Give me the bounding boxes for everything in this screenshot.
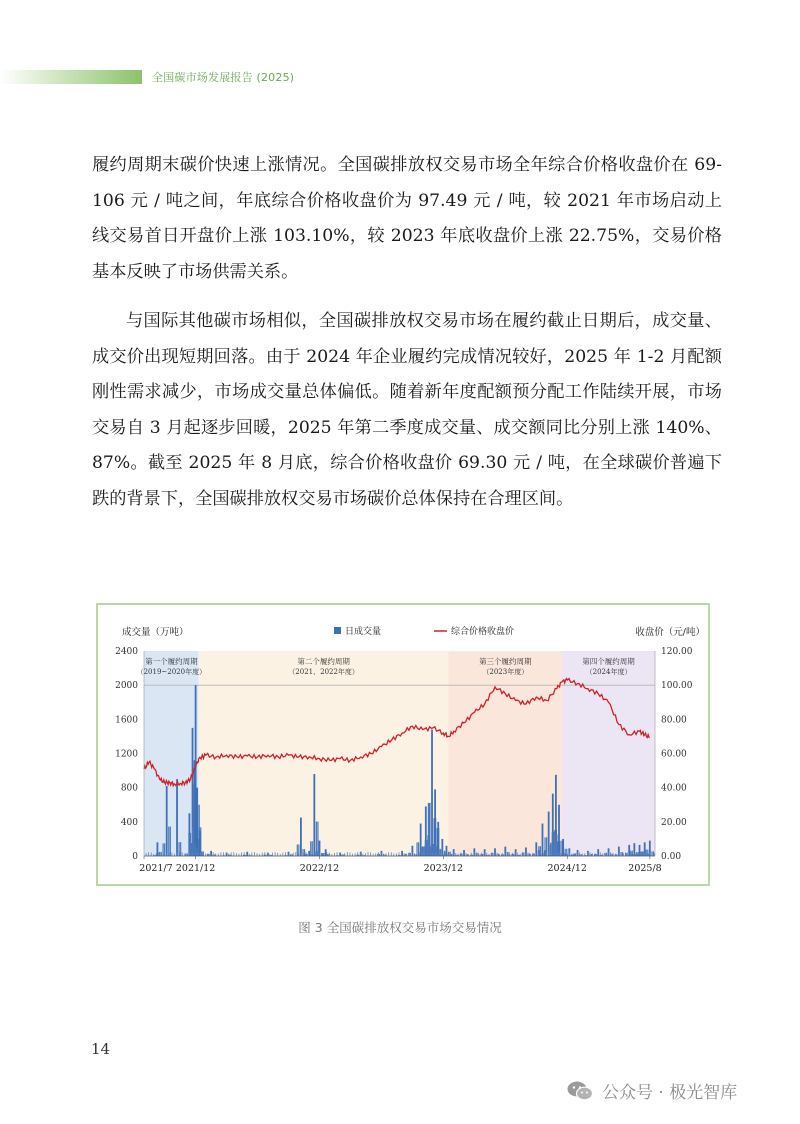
watermark	[566, 1078, 737, 1103]
volume-bar	[476, 853, 477, 856]
volume-bar	[507, 853, 508, 856]
volume-bar	[431, 844, 432, 856]
volume-bar	[162, 843, 163, 856]
period-years-4: （2024年度）	[585, 668, 632, 676]
volume-bar	[334, 853, 335, 856]
period-years-2: （2021、2022年度）	[288, 668, 359, 676]
volume-bar	[590, 852, 591, 856]
volume-bar	[360, 852, 361, 856]
volume-bar	[613, 853, 614, 856]
x-tick-label: 2021/12	[175, 863, 216, 874]
page-number: 14	[91, 1040, 111, 1058]
volume-bar	[347, 852, 348, 856]
volume-bar	[233, 852, 234, 856]
volume-bar	[564, 853, 565, 856]
volume-bar	[423, 847, 424, 856]
volume-bar	[188, 833, 189, 856]
legend-bar-swatch	[334, 627, 341, 634]
left-tick-label: 400	[120, 817, 138, 828]
volume-bar	[533, 853, 534, 856]
volume-bar	[642, 852, 643, 856]
volume-bar	[180, 842, 181, 856]
volume-bar	[432, 852, 433, 856]
volume-bar	[555, 834, 556, 856]
figure-caption: 图 3 全国碳排放权交易市场交易情况	[298, 920, 502, 935]
volume-bar	[644, 853, 645, 856]
volume-bar	[618, 852, 619, 856]
trading-chart	[98, 605, 708, 884]
left-axis-title: 成交量（万吨）	[122, 627, 189, 638]
volume-bar	[288, 853, 289, 856]
volume-bar	[429, 803, 430, 856]
volume-bar	[244, 852, 245, 856]
volume-bar	[326, 852, 327, 856]
volume-bar	[445, 853, 446, 856]
legend-line-label: 综合价格收盘价	[451, 627, 515, 637]
paragraph-1: 履约周期末碳价快速上涨情况。全国碳排放权交易市场全年综合价格收盘价在 69-106 元 / 吨之间，年底综合价格收盘价为 97.49 元 / 吨，较 2021 年市场启动上线交易首日开盘价上涨 103.10%，较 2023 年底收盘价上涨 22.75%，交易价格基本反映了市场供需关系。	[92, 155, 722, 282]
volume-bar	[295, 852, 296, 856]
volume-bar	[512, 853, 513, 856]
volume-bar	[633, 853, 634, 856]
volume-bar	[223, 852, 224, 856]
volume-bar	[424, 853, 425, 856]
volume-bar	[241, 852, 242, 856]
volume-bar	[517, 853, 518, 856]
volume-bar	[199, 830, 201, 856]
volume-bar	[375, 853, 376, 856]
volume-bar	[628, 852, 629, 856]
left-tick-label: 1200	[115, 749, 138, 760]
period-years-1: （2019~2020年度）	[136, 668, 207, 676]
volume-bar	[546, 852, 547, 856]
volume-bar	[166, 786, 168, 856]
volume-bar	[166, 853, 167, 856]
volume-bar	[504, 852, 505, 856]
period-band-2	[199, 651, 449, 856]
volume-bar	[535, 852, 536, 856]
volume-bar	[587, 852, 588, 856]
legend-bar-label: 日成交量	[345, 627, 382, 637]
volume-bar	[196, 788, 198, 856]
volume-bar	[156, 853, 157, 856]
volume-bar	[171, 852, 172, 856]
volume-bar	[566, 852, 567, 856]
volume-bar	[146, 853, 147, 856]
wechat-icon	[566, 1080, 594, 1102]
volume-bar	[200, 852, 201, 856]
volume-bar	[556, 852, 557, 856]
volume-bar	[317, 822, 318, 856]
period-years-3: （2023年度）	[482, 668, 529, 676]
volume-bar	[641, 852, 642, 856]
right-tick-label: 100.00	[661, 681, 693, 692]
volume-bar	[525, 852, 526, 856]
volume-bar	[473, 852, 474, 856]
x-tick-label: 2025/8	[628, 863, 662, 874]
volume-bar	[553, 853, 554, 856]
left-tick-label: 2400	[115, 647, 138, 657]
volume-bar	[497, 853, 498, 856]
volume-bar	[313, 853, 314, 856]
volume-bar	[272, 853, 273, 856]
volume-bar	[446, 846, 448, 856]
volume-bar	[621, 852, 622, 856]
paragraph-2: 与国际其他碳市场相似，全国碳排放权交易市场在履约截止日期后，成交量、成交价出现短期回落。由于 2024 年企业履约完成情况较好，2025 年 1-2 月配额刚性需求减少，市场成交量总体偏低。随着新年度配额预分配工作陆续开展，市场交易自 3 月起逐步回暖，2025 年第二季度成交量、成交额同比分别上涨 140%、87%。截至 2025 年 8 月底，综合价格收盘价 69.30 元 / 吨，在全球碳价普遍下跌的背景下，全国碳排放权交易市场碳价总体保持在合理区间。	[92, 311, 722, 509]
volume-bar	[569, 852, 570, 856]
volume-bar	[337, 852, 338, 856]
volume-bar	[428, 803, 429, 856]
volume-bar	[653, 851, 654, 856]
period-label-3: 第三个履约周期	[479, 657, 532, 666]
volume-bar	[544, 837, 545, 856]
volume-bar	[293, 853, 294, 856]
volume-bar	[399, 852, 400, 856]
left-tick-label: 1600	[115, 715, 138, 726]
right-tick-label: 60.00	[661, 749, 687, 760]
volume-bar	[491, 853, 492, 856]
volume-bar	[420, 824, 422, 856]
right-tick-label: 20.00	[661, 817, 687, 828]
volume-bar	[388, 852, 389, 856]
volume-bar	[481, 853, 482, 856]
volume-bar	[313, 774, 315, 856]
volume-bar	[528, 853, 529, 856]
volume-bar	[151, 853, 152, 856]
x-tick-label: 2024/12	[547, 863, 587, 874]
x-tick-label: 2022/12	[299, 863, 340, 874]
volume-bar	[552, 832, 553, 856]
volume-bar	[148, 852, 149, 856]
left-tick-label: 2000	[115, 681, 138, 692]
volume-bar	[401, 852, 402, 856]
volume-bar	[312, 841, 313, 856]
volume-bar	[277, 853, 278, 856]
volume-bar	[652, 852, 653, 856]
volume-bar	[365, 853, 366, 856]
volume-bar	[579, 852, 580, 856]
volume-bar	[282, 853, 283, 856]
header-gradient-bar	[0, 70, 142, 84]
volume-bar	[236, 853, 237, 856]
volume-bar	[418, 842, 419, 856]
volume-bar	[192, 852, 193, 856]
volume-bar	[610, 852, 611, 856]
volume-bar	[627, 853, 628, 856]
volume-bar	[254, 852, 255, 856]
volume-bar	[190, 852, 191, 856]
volume-bar	[647, 850, 648, 856]
volume-bar	[316, 822, 317, 856]
volume-bar	[477, 853, 478, 856]
volume-bar	[461, 853, 462, 856]
volume-bar	[391, 852, 392, 856]
volume-bar	[246, 853, 247, 856]
period-label-4: 第四个履约周期	[582, 657, 635, 666]
volume-bar	[298, 853, 299, 856]
volume-bar	[440, 852, 441, 856]
volume-bar	[329, 853, 330, 856]
left-tick-label: 800	[120, 783, 138, 794]
volume-bar	[368, 852, 369, 856]
volume-bar	[422, 852, 423, 856]
period-band-3	[449, 651, 563, 856]
volume-bar	[410, 853, 411, 856]
volume-bar	[562, 839, 564, 856]
volume-bar	[303, 853, 304, 856]
volume-bar	[226, 853, 227, 856]
volume-bar	[267, 853, 268, 856]
x-tick-label: 2021/7	[139, 863, 173, 874]
volume-bar	[210, 852, 211, 856]
volume-bar	[450, 853, 451, 856]
volume-bar	[177, 853, 178, 856]
volume-bar	[466, 853, 467, 856]
right-tick-label: 40.00	[661, 783, 687, 794]
volume-bar	[169, 852, 170, 856]
volume-bar	[577, 852, 578, 856]
volume-bar	[179, 852, 180, 856]
volume-bar	[355, 853, 356, 856]
right-axis-title: 收盘价（元/吨）	[635, 627, 705, 638]
volume-bar	[316, 852, 317, 856]
right-tick-label: 120.00	[661, 647, 693, 657]
volume-bar	[157, 842, 159, 856]
volume-bar	[324, 853, 325, 856]
volume-bar	[508, 852, 509, 856]
chart-figure	[96, 603, 710, 886]
volume-bar	[275, 852, 276, 856]
volume-bar	[442, 852, 443, 856]
period-label-2: 第二个履约周期	[297, 657, 350, 666]
volume-bar	[319, 853, 320, 856]
volume-bar	[436, 846, 437, 856]
left-tick-label: 0	[132, 852, 138, 862]
volume-bar	[608, 852, 609, 856]
volume-bar	[304, 849, 305, 856]
volume-bar	[523, 852, 524, 856]
right-tick-label: 80.00	[661, 715, 687, 726]
volume-bar	[558, 805, 560, 856]
volume-bar	[202, 852, 203, 856]
volume-bar	[419, 852, 420, 856]
volume-bar	[306, 852, 307, 856]
volume-bar	[471, 853, 472, 856]
volume-bar	[538, 853, 539, 856]
volume-bar	[515, 852, 516, 856]
volume-bar	[176, 779, 178, 856]
volume-bar	[649, 853, 650, 856]
volume-bar	[251, 853, 252, 856]
volume-bar	[285, 852, 286, 856]
volume-bar	[522, 853, 523, 856]
volume-bar	[159, 852, 160, 856]
volume-bar	[378, 852, 379, 856]
volume-bar	[221, 852, 222, 856]
volume-bar	[196, 848, 197, 856]
volume-bar	[350, 853, 351, 856]
volume-bar	[463, 852, 464, 856]
volume-bar	[438, 849, 439, 856]
volume-bar	[431, 730, 433, 856]
volume-bar	[455, 853, 456, 856]
period-band-1	[144, 651, 199, 856]
volume-bar	[453, 852, 454, 856]
period-label-1: 第一个履约周期	[145, 657, 198, 666]
volume-bar	[213, 852, 214, 856]
volume-bar	[264, 852, 265, 856]
volume-bar	[553, 832, 554, 856]
volume-bar	[606, 853, 607, 856]
volume-bar	[639, 853, 640, 856]
volume-bar	[182, 852, 183, 856]
volume-bar	[484, 852, 485, 856]
watermark-text: 公众号 · 极光智库	[602, 1083, 738, 1103]
volume-bar	[623, 853, 624, 856]
x-tick-label: 2023/12	[423, 863, 464, 874]
volume-bar	[631, 852, 632, 856]
volume-bar	[325, 849, 327, 856]
period-band-4	[562, 651, 655, 856]
volume-bar	[381, 852, 382, 856]
volume-bar	[559, 852, 560, 856]
volume-bar	[435, 853, 436, 856]
volume-bar	[201, 851, 202, 856]
volume-bar	[317, 851, 318, 856]
volume-bar	[486, 853, 487, 856]
volume-bar	[600, 852, 601, 856]
volume-bar	[310, 841, 311, 856]
volume-bar	[426, 840, 427, 856]
volume-bar	[494, 852, 495, 856]
volume-bar	[409, 852, 410, 856]
running-header-title: 全国碳市场发展报告 (2025)	[152, 71, 295, 84]
volume-bar	[430, 852, 431, 856]
volume-bar	[308, 853, 309, 856]
volume-bar	[370, 852, 371, 856]
volume-bar	[339, 853, 340, 856]
volume-bar	[257, 853, 258, 856]
volume-bar	[411, 852, 412, 856]
volume-bar	[344, 853, 345, 856]
volume-bar	[542, 824, 544, 856]
volume-bar	[161, 852, 162, 856]
volume-bar	[297, 844, 298, 856]
volume-bar	[357, 852, 358, 856]
volume-bar	[492, 853, 493, 856]
volume-bar	[597, 852, 598, 856]
volume-bar	[632, 851, 633, 856]
right-tick-label: 0.00	[661, 852, 682, 862]
volume-bar	[548, 852, 549, 856]
volume-bar	[502, 853, 503, 856]
volume-bar	[170, 827, 171, 856]
volume-bar	[193, 844, 194, 856]
volume-bar	[168, 827, 169, 856]
volume-bar	[231, 852, 232, 856]
volume-bar	[262, 853, 263, 856]
volume-bar	[622, 852, 623, 856]
volume-bar	[543, 853, 544, 856]
volume-bar	[300, 818, 302, 856]
